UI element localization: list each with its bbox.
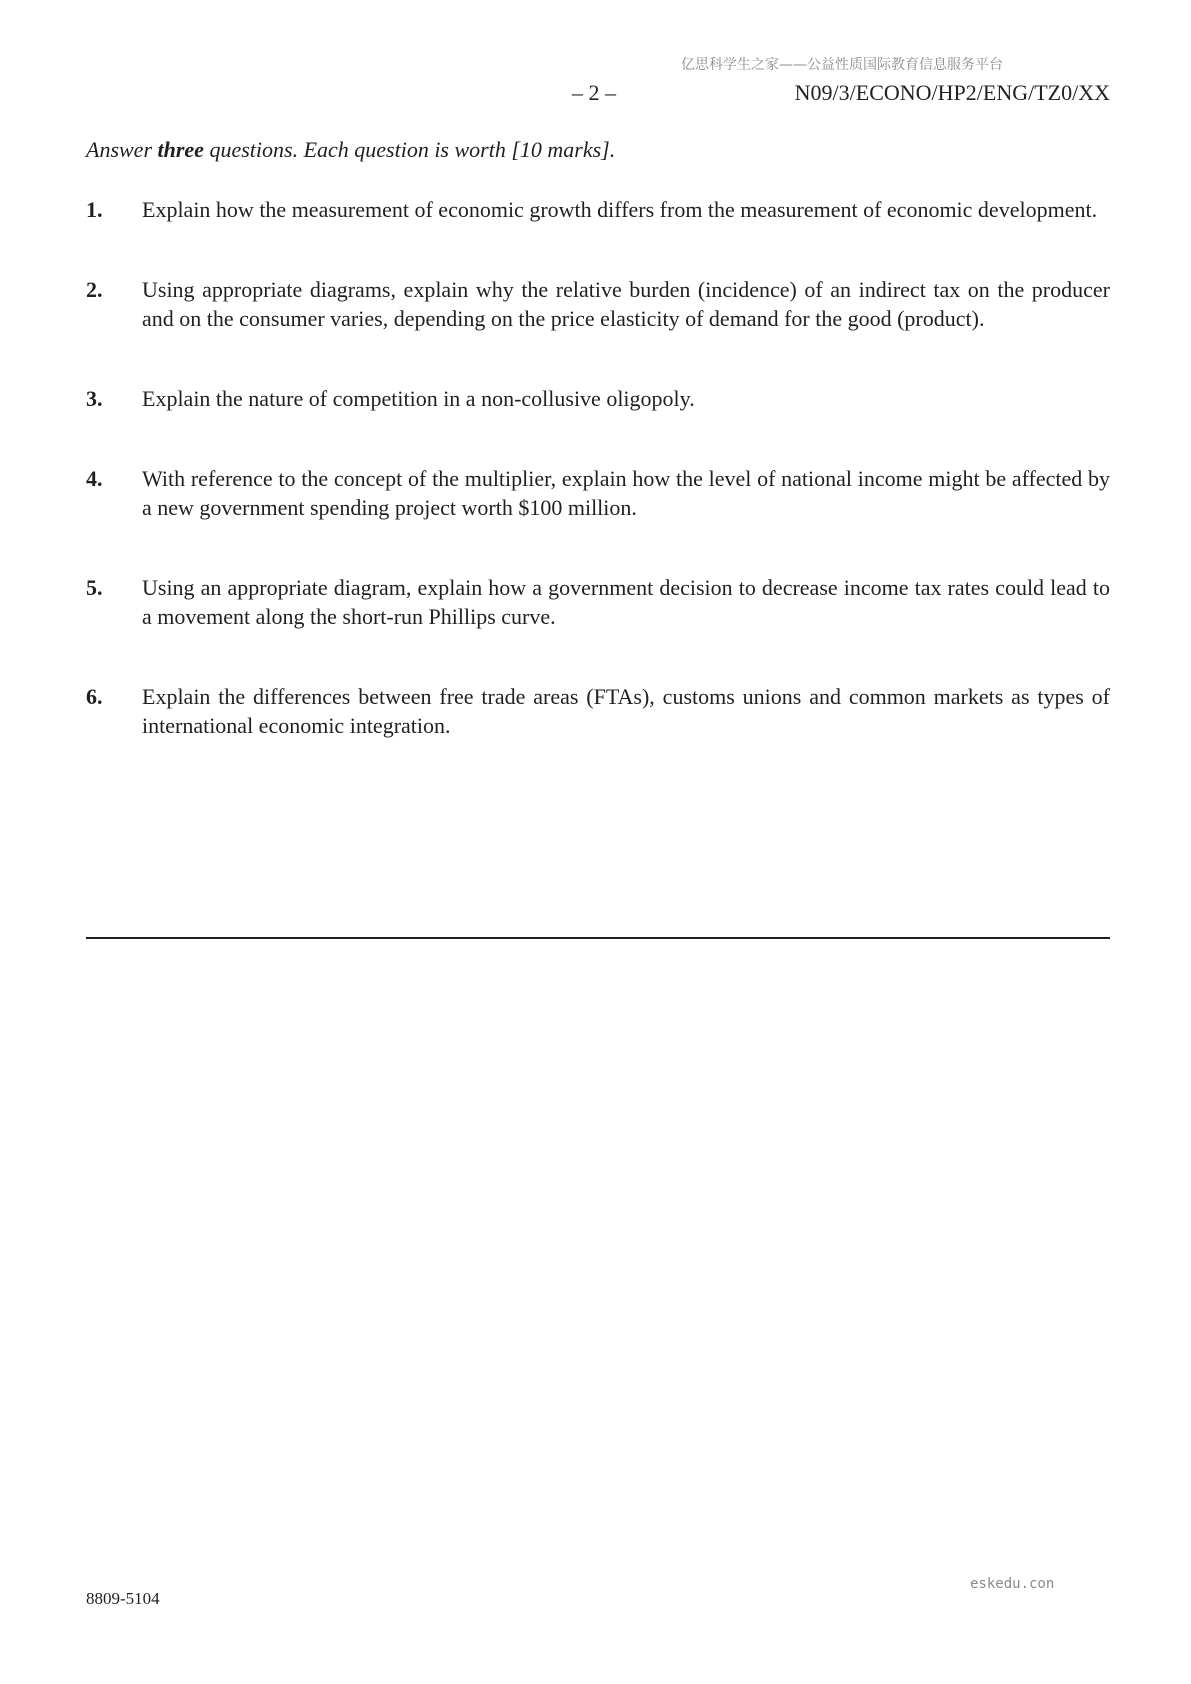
question-6 — [86, 682, 1110, 740]
end-rule — [86, 937, 1110, 939]
watermark-top: 亿思科学生之家——公益性质国际教育信息服务平台 — [681, 57, 1003, 73]
question-text: With reference to the concept of the multiplier, explain how the level of national income might be affected by a new government spending project worth $100 million. — [142, 466, 1110, 520]
question-text: Explain the nature of competition in a non-collusive oligopoly. — [142, 386, 695, 411]
question-number: 4. — [86, 466, 103, 491]
watermark-bottom: eskedu.con — [970, 1576, 1055, 1592]
question-text: Using appropriate diagrams, explain why the relative burden (incidence) of an indirect tax on the producer and on the consumer varies, depending on the price elasticity of demand for the good (product). — [142, 277, 1110, 331]
question-text: Using an appropriate diagram, explain how a government decision to decrease income tax rates could lead to a movement along the short-run Phillips curve. — [142, 575, 1110, 629]
question-number: 2. — [86, 277, 103, 302]
question-number: 5. — [86, 575, 103, 600]
question-2 — [86, 275, 1110, 333]
instruction-after: questions. Each question is worth [10 marks]. — [203, 137, 616, 162]
question-3 — [86, 384, 1110, 413]
question-number: 1. — [86, 197, 103, 222]
instruction — [86, 137, 615, 163]
paper-code: N09/3/ECONO/HP2/ENG/TZ0/XX — [794, 80, 1110, 105]
question-text: Explain the differences between free trade areas (FTAs), customs unions and common markets as types of international economic integration. — [142, 684, 1110, 738]
question-text: Explain how the measurement of economic growth differs from the measurement of economic development. — [142, 197, 1098, 222]
instruction-before: Answer — [86, 137, 158, 162]
question-4 — [86, 464, 1110, 522]
question-list — [86, 195, 1110, 740]
question-number: 3. — [86, 386, 103, 411]
document-code: 8809-5104 — [86, 1589, 160, 1608]
page-number: – 2 – — [572, 80, 616, 105]
question-5 — [86, 573, 1110, 631]
question-1 — [86, 195, 1110, 224]
instruction-emphasis: three — [157, 137, 204, 162]
question-number: 6. — [86, 684, 103, 709]
